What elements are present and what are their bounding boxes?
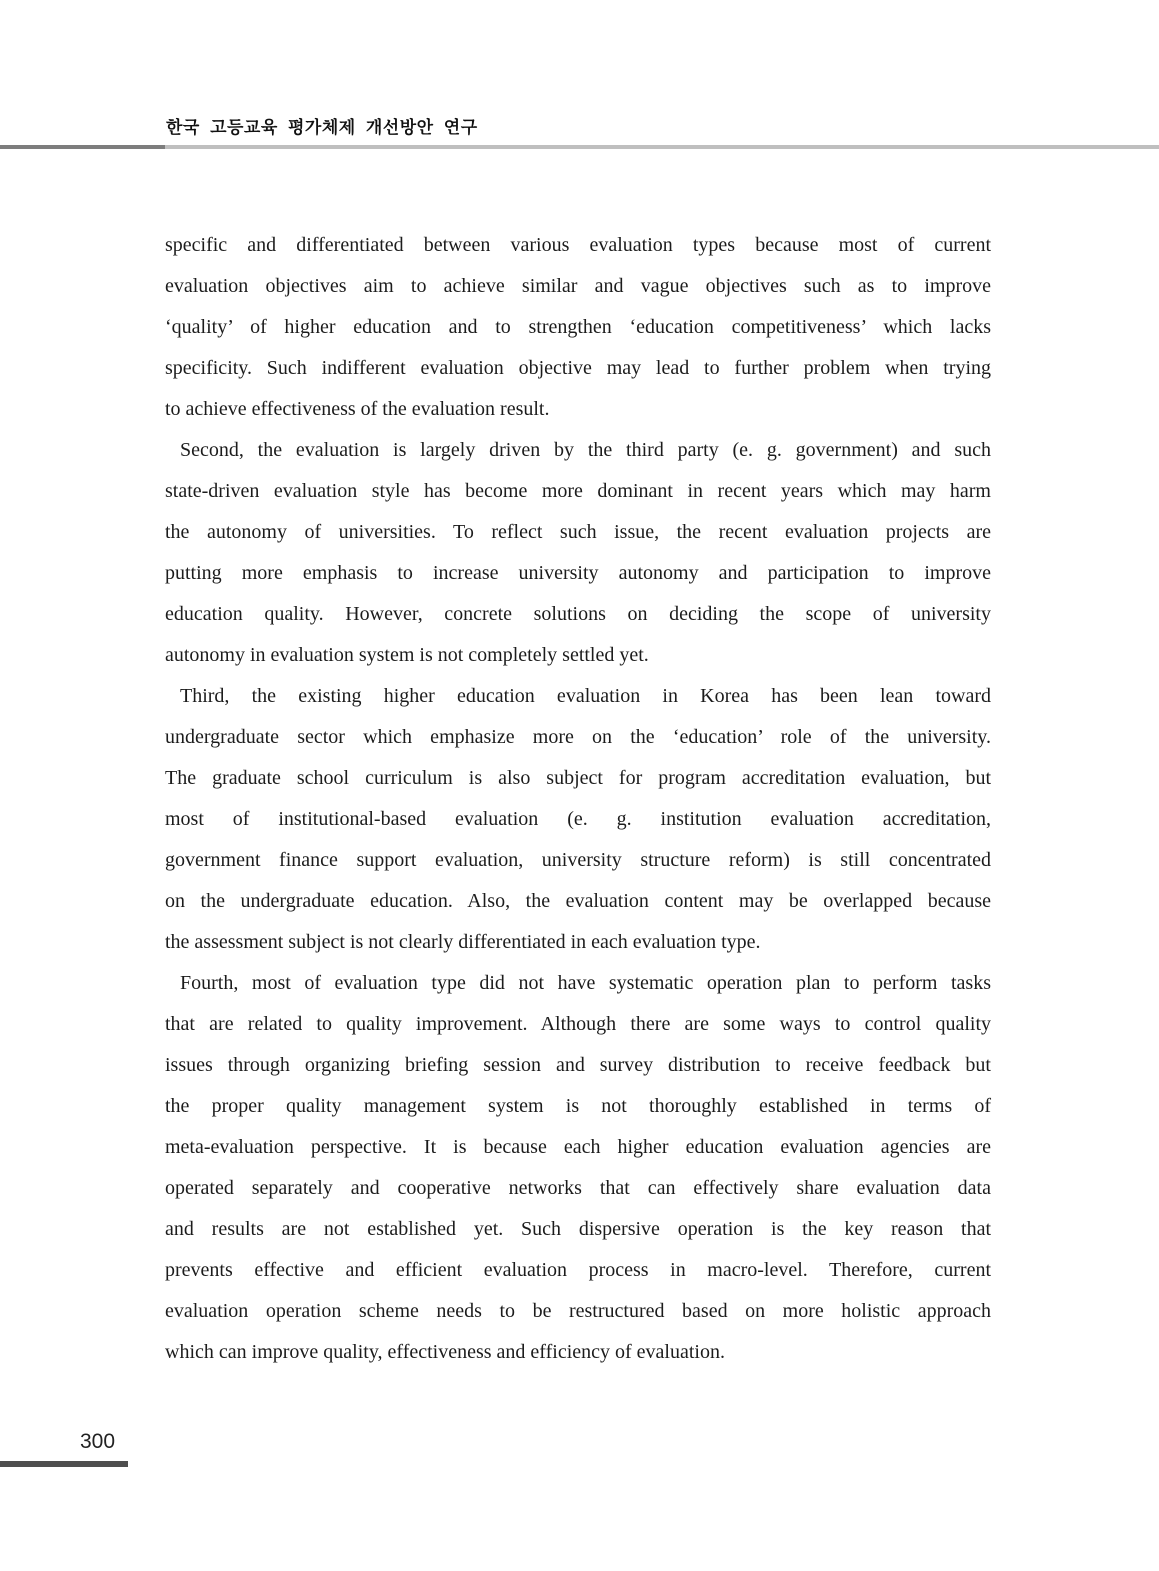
footer-bar: [0, 1461, 128, 1467]
text-line: education quality. However, concrete solutions on deciding the scope of university: [165, 603, 991, 625]
paragraph: [165, 430, 991, 676]
text-line: undergraduate sector which emphasize more on the ‘education’ role of the university.: [165, 726, 991, 748]
header-rule: [0, 145, 1159, 149]
text-line: The graduate school curriculum is also subject for program accreditation evaluation, but: [165, 767, 991, 789]
text-line: on the undergraduate education. Also, the evaluation content may be overlapped because: [165, 890, 991, 912]
text-line: that are related to quality improvement. Although there are some ways to control quality: [165, 1013, 991, 1035]
text-line: state-driven evaluation style has become more dominant in recent years which may harm: [165, 480, 991, 502]
text-line: Fourth, most of evaluation type did not have systematic operation plan to perform tasks: [180, 972, 991, 994]
text-line: specific and differentiated between various evaluation types because most of current: [165, 234, 991, 256]
text-line: putting more emphasis to increase university autonomy and participation to improve: [165, 562, 991, 584]
body-text: [165, 225, 991, 1373]
paragraph: [165, 225, 991, 430]
text-line: which can improve quality, effectiveness and efficiency of evaluation.: [165, 1341, 725, 1363]
text-line: evaluation objectives aim to achieve similar and vague objectives such as to improve: [165, 275, 991, 297]
text-line: Third, the existing higher education evaluation in Korea has been lean toward: [180, 685, 991, 707]
running-header-title: 한국 고등교육 평가체제 개선방안 연구: [166, 118, 478, 137]
header-rule-light-segment: [165, 145, 1159, 149]
page-number: 300: [80, 1430, 116, 1453]
text-line: and results are not established yet. Such dispersive operation is the key reason that: [165, 1218, 991, 1240]
text-line: Second, the evaluation is largely driven by the third party (e. g. government) and such: [180, 439, 991, 461]
paragraph: [165, 676, 991, 963]
text-line: prevents effective and efficient evaluation process in macro-level. Therefore, current: [165, 1259, 991, 1281]
text-line: the autonomy of universities. To reflect such issue, the recent evaluation projects are: [165, 521, 991, 543]
text-line: specificity. Such indifferent evaluation objective may lead to further problem when trying: [165, 357, 991, 379]
text-line: issues through organizing briefing session and survey distribution to receive feedback but: [165, 1054, 991, 1076]
text-line: the proper quality management system is not thoroughly established in terms of: [165, 1095, 991, 1117]
text-line: autonomy in evaluation system is not completely settled yet.: [165, 644, 649, 666]
text-line: the assessment subject is not clearly differentiated in each evaluation type.: [165, 931, 761, 953]
paragraph: [165, 963, 991, 1373]
text-line: to achieve effectiveness of the evaluation result.: [165, 398, 550, 420]
text-line: operated separately and cooperative networks that can effectively share evaluation data: [165, 1177, 991, 1199]
text-line: evaluation operation scheme needs to be restructured based on more holistic approach: [165, 1300, 991, 1322]
text-line: government finance support evaluation, university structure reform) is still concentrated: [165, 849, 991, 871]
text-line: meta-evaluation perspective. It is because each higher education evaluation agencies are: [165, 1136, 991, 1158]
text-line: ‘quality’ of higher education and to strengthen ‘education competitiveness’ which lacks: [165, 316, 991, 338]
text-line: most of institutional-based evaluation (e. g. institution evaluation accreditation,: [165, 808, 991, 830]
header-rule-dark-segment: [0, 145, 165, 149]
